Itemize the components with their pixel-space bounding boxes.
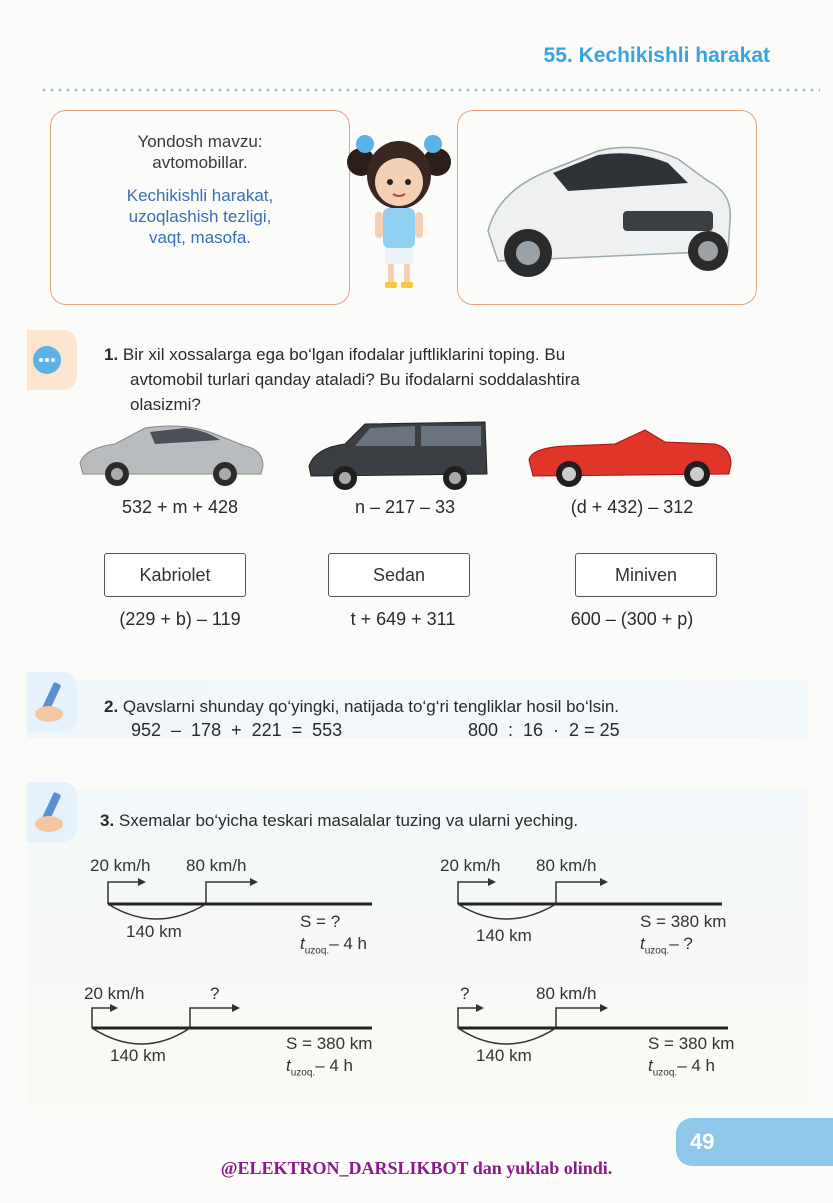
- car-expression-3: (d + 432) – 312: [570, 497, 694, 517]
- schema-1-t-value: – 4 h: [329, 934, 368, 953]
- task2-equation-1: 952 – 178 + 221 = 553: [131, 720, 343, 740]
- task1-line1: Bir xil xossalarga ega bo‘lgan ifodalar juftliklarini toping. Bu: [122, 345, 566, 364]
- schema-2-distance: S = 380 km: [640, 912, 727, 931]
- schema-2-speed2: 80 km/h: [536, 856, 597, 875]
- schema-2-speed1: 20 km/h: [440, 856, 501, 875]
- schema-4-time: [648, 1056, 715, 1078]
- topic-label: Yondosh mavzu:: [137, 132, 263, 151]
- label-expression-2: t + 649 + 311: [350, 609, 456, 629]
- schema-2-t-sub: uzoq.: [644, 945, 670, 957]
- label-expression-1: (229 + b) – 119: [119, 609, 241, 629]
- topic-keywords-3: vaqt, masofa.: [148, 228, 252, 247]
- schema-4-t: t: [648, 1056, 653, 1075]
- page-number: 49: [676, 1118, 833, 1166]
- schema-4: [440, 984, 770, 1094]
- schema-2-time: [640, 934, 693, 956]
- page-title: 55. Kechikishli harakat: [543, 44, 770, 67]
- car-expression-2: n – 217 – 33: [354, 497, 456, 517]
- task2-number: 2.: [104, 697, 119, 716]
- schema-1-speed1: 20 km/h: [90, 856, 151, 875]
- topic-label-cont: avtomobillar.: [152, 153, 248, 172]
- task2-text: [104, 694, 764, 719]
- white-car-image: [458, 111, 758, 306]
- schema-3-time: [286, 1056, 353, 1078]
- schema-3-distance: S = 380 km: [286, 1034, 373, 1053]
- schema-4-distance: S = 380 km: [648, 1034, 735, 1053]
- schema-1: [90, 856, 420, 966]
- task3-text: [100, 808, 760, 833]
- sedan-car-image: [75, 418, 265, 488]
- schema-4-speed1: ?: [460, 984, 470, 1003]
- topic-keywords-1: Kechikishli harakat,: [126, 186, 274, 205]
- label-sedan: Sedan: [328, 553, 470, 597]
- pencil-icon: [27, 672, 77, 732]
- schema-3-arc-distance: 140 km: [110, 1046, 166, 1065]
- task2-instruction: Qavslarni shunday qo‘yingki, natijada to‘g‘ri tengliklar hosil bo‘lsin.: [122, 697, 620, 716]
- schema-3-speed2: ?: [210, 984, 220, 1003]
- schema-1-speed2: 80 km/h: [186, 856, 247, 875]
- schema-2-t: t: [640, 934, 645, 953]
- convertible-car-image: [525, 420, 735, 490]
- schema-2: [440, 856, 770, 966]
- discussion-icon: [27, 330, 77, 390]
- hero-car-box: [457, 110, 757, 305]
- schema-3-speed1: 20 km/h: [84, 984, 145, 1003]
- schema-1-time: [300, 934, 367, 956]
- pencil-icon-2: [27, 782, 77, 842]
- car-expression-1: 532 + m + 428: [121, 497, 239, 517]
- topic-box: [50, 110, 350, 305]
- schema-1-t-sub: uzoq.: [304, 945, 330, 957]
- schema-1-arc-distance: 140 km: [126, 922, 182, 941]
- task1-number: 1.: [104, 345, 119, 364]
- schema-3-t: t: [286, 1056, 291, 1075]
- schema-2-arc-distance: 140 km: [476, 926, 532, 945]
- label-kabriolet: Kabriolet: [104, 553, 246, 597]
- label-expression-3: 600 – (300 + p): [570, 609, 694, 629]
- schema-3-t-value: – 4 h: [315, 1056, 354, 1075]
- task3-instruction: Sxemalar bo‘yicha teskari masalalar tuzing va ularni yeching.: [118, 811, 579, 830]
- task3-number: 3.: [100, 811, 115, 830]
- schema-1-distance: S = ?: [300, 912, 341, 931]
- label-miniven: Miniven: [575, 553, 717, 597]
- schema-3: [84, 984, 414, 1094]
- girl-illustration: [343, 130, 455, 300]
- minivan-car-image: [305, 418, 490, 493]
- schema-4-arc-distance: 140 km: [476, 1046, 532, 1065]
- footer-watermark: @ELEKTRON_DARSLIKBOT dan yuklab olindi.: [220, 1158, 613, 1178]
- dotted-divider: [40, 88, 820, 92]
- schema-4-t-value: – 4 h: [677, 1056, 716, 1075]
- topic-keywords-2: uzoqlashish tezligi,: [128, 207, 272, 226]
- schema-3-t-sub: uzoq.: [290, 1067, 316, 1079]
- schema-4-t-sub: uzoq.: [652, 1067, 678, 1079]
- task2-equation-2: 800 : 16 · 2 = 25: [468, 720, 620, 740]
- task1-line3: olasizmi?: [130, 395, 201, 414]
- schema-1-t: t: [300, 934, 305, 953]
- task1-text: [104, 342, 704, 417]
- task1-line2: avtomobil turlari qanday ataladi? Bu ifodalarni soddalashtira: [130, 370, 580, 389]
- schema-4-speed2: 80 km/h: [536, 984, 597, 1003]
- schema-2-t-value: – ?: [669, 934, 693, 953]
